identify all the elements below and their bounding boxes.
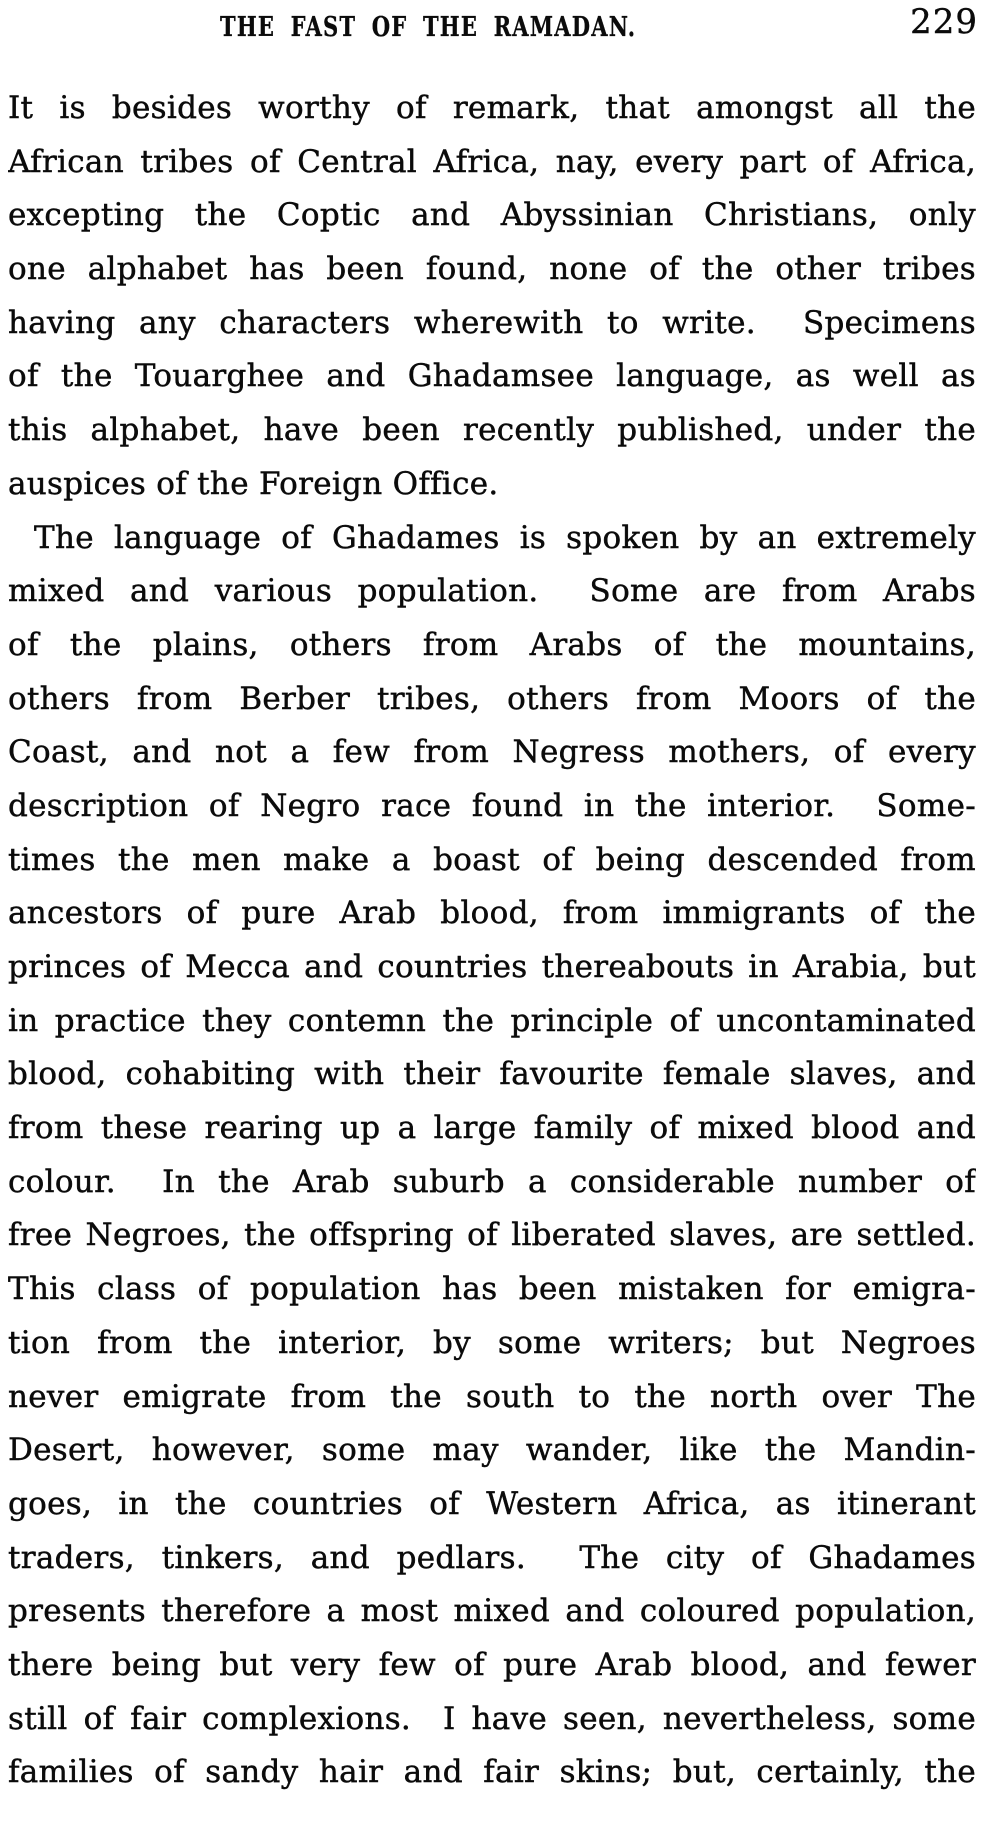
text-line: It is besides worthy of remark, that amongst all the — [8, 90, 976, 126]
text-line: free Negroes, the offspring of liberated slaves, are settled. — [8, 1217, 976, 1254]
text-line: Coast, and not a few from Negress mothers, of every — [8, 734, 976, 771]
page-body — [8, 82, 976, 1800]
text-line: traders, tinkers, and pedlars. The city of Ghadames — [8, 1539, 976, 1576]
text-line: of the plains, others from Arabs of the mountains, — [8, 626, 976, 663]
text-line: African tribes of Central Africa, nay, every part of Africa, — [8, 143, 976, 180]
text-line: one alphabet has been found, none of the other tribes — [8, 251, 976, 288]
text-line: mixed and various population. Some are from Arabs — [8, 573, 976, 610]
text-line: from these rearing up a large family of mixed blood and — [8, 1110, 976, 1147]
text-line: auspices of the Foreign Office. — [8, 465, 499, 502]
text-line: tion from the interior, by some writers; but Negroes — [8, 1324, 976, 1361]
text-line: ancestors of pure Arab blood, from immigrants of the — [8, 895, 976, 932]
text-line: Desert, however, some may wander, like the Mandin- — [8, 1432, 976, 1469]
text-line: description of Negro race found in the interior. Some- — [8, 787, 976, 824]
page-number: 229 — [910, 2, 978, 42]
text-line: excepting the Coptic and Abyssinian Christians, only — [8, 197, 976, 234]
text-line: blood, cohabiting with their favourite female slaves, and — [8, 1056, 976, 1093]
text-line: never emigrate from the south to the north over The — [8, 1378, 976, 1415]
text-line: others from Berber tribes, others from Moors of the — [8, 680, 976, 717]
text-line: This class of population has been mistaken for emigra- — [8, 1271, 976, 1308]
text-line: in practice they contemn the principle of uncontaminated — [8, 1002, 976, 1039]
text-line: presents therefore a most mixed and coloured population, — [8, 1593, 976, 1630]
text-line: of the Touarghee and Ghadamsee language, as well as — [8, 358, 976, 395]
text-line: goes, in the countries of Western Africa, as itinerant — [8, 1485, 976, 1522]
text-line: there being but very few of pure Arab blood, and fewer — [8, 1646, 976, 1683]
text-line: times the men make a boast of being descended from — [8, 841, 976, 878]
running-header-title: THE FAST OF THE RAMADAN. — [220, 12, 637, 43]
text-line: having any characters wherewith to write. Specimens — [8, 304, 976, 341]
text-line: this alphabet, have been recently published, under the — [8, 412, 976, 449]
text-line: The language of Ghadames is spoken by an extremely — [34, 519, 976, 556]
text-line: still of fair complexions. I have seen, nevertheless, some — [8, 1700, 976, 1737]
text-line: families of sandy hair and fair skins; but, certainly, the — [8, 1754, 976, 1791]
text-line: princes of Mecca and countries thereabouts in Arabia, but — [8, 949, 976, 985]
text-line: colour. In the Arab suburb a considerable number of — [8, 1163, 976, 1200]
